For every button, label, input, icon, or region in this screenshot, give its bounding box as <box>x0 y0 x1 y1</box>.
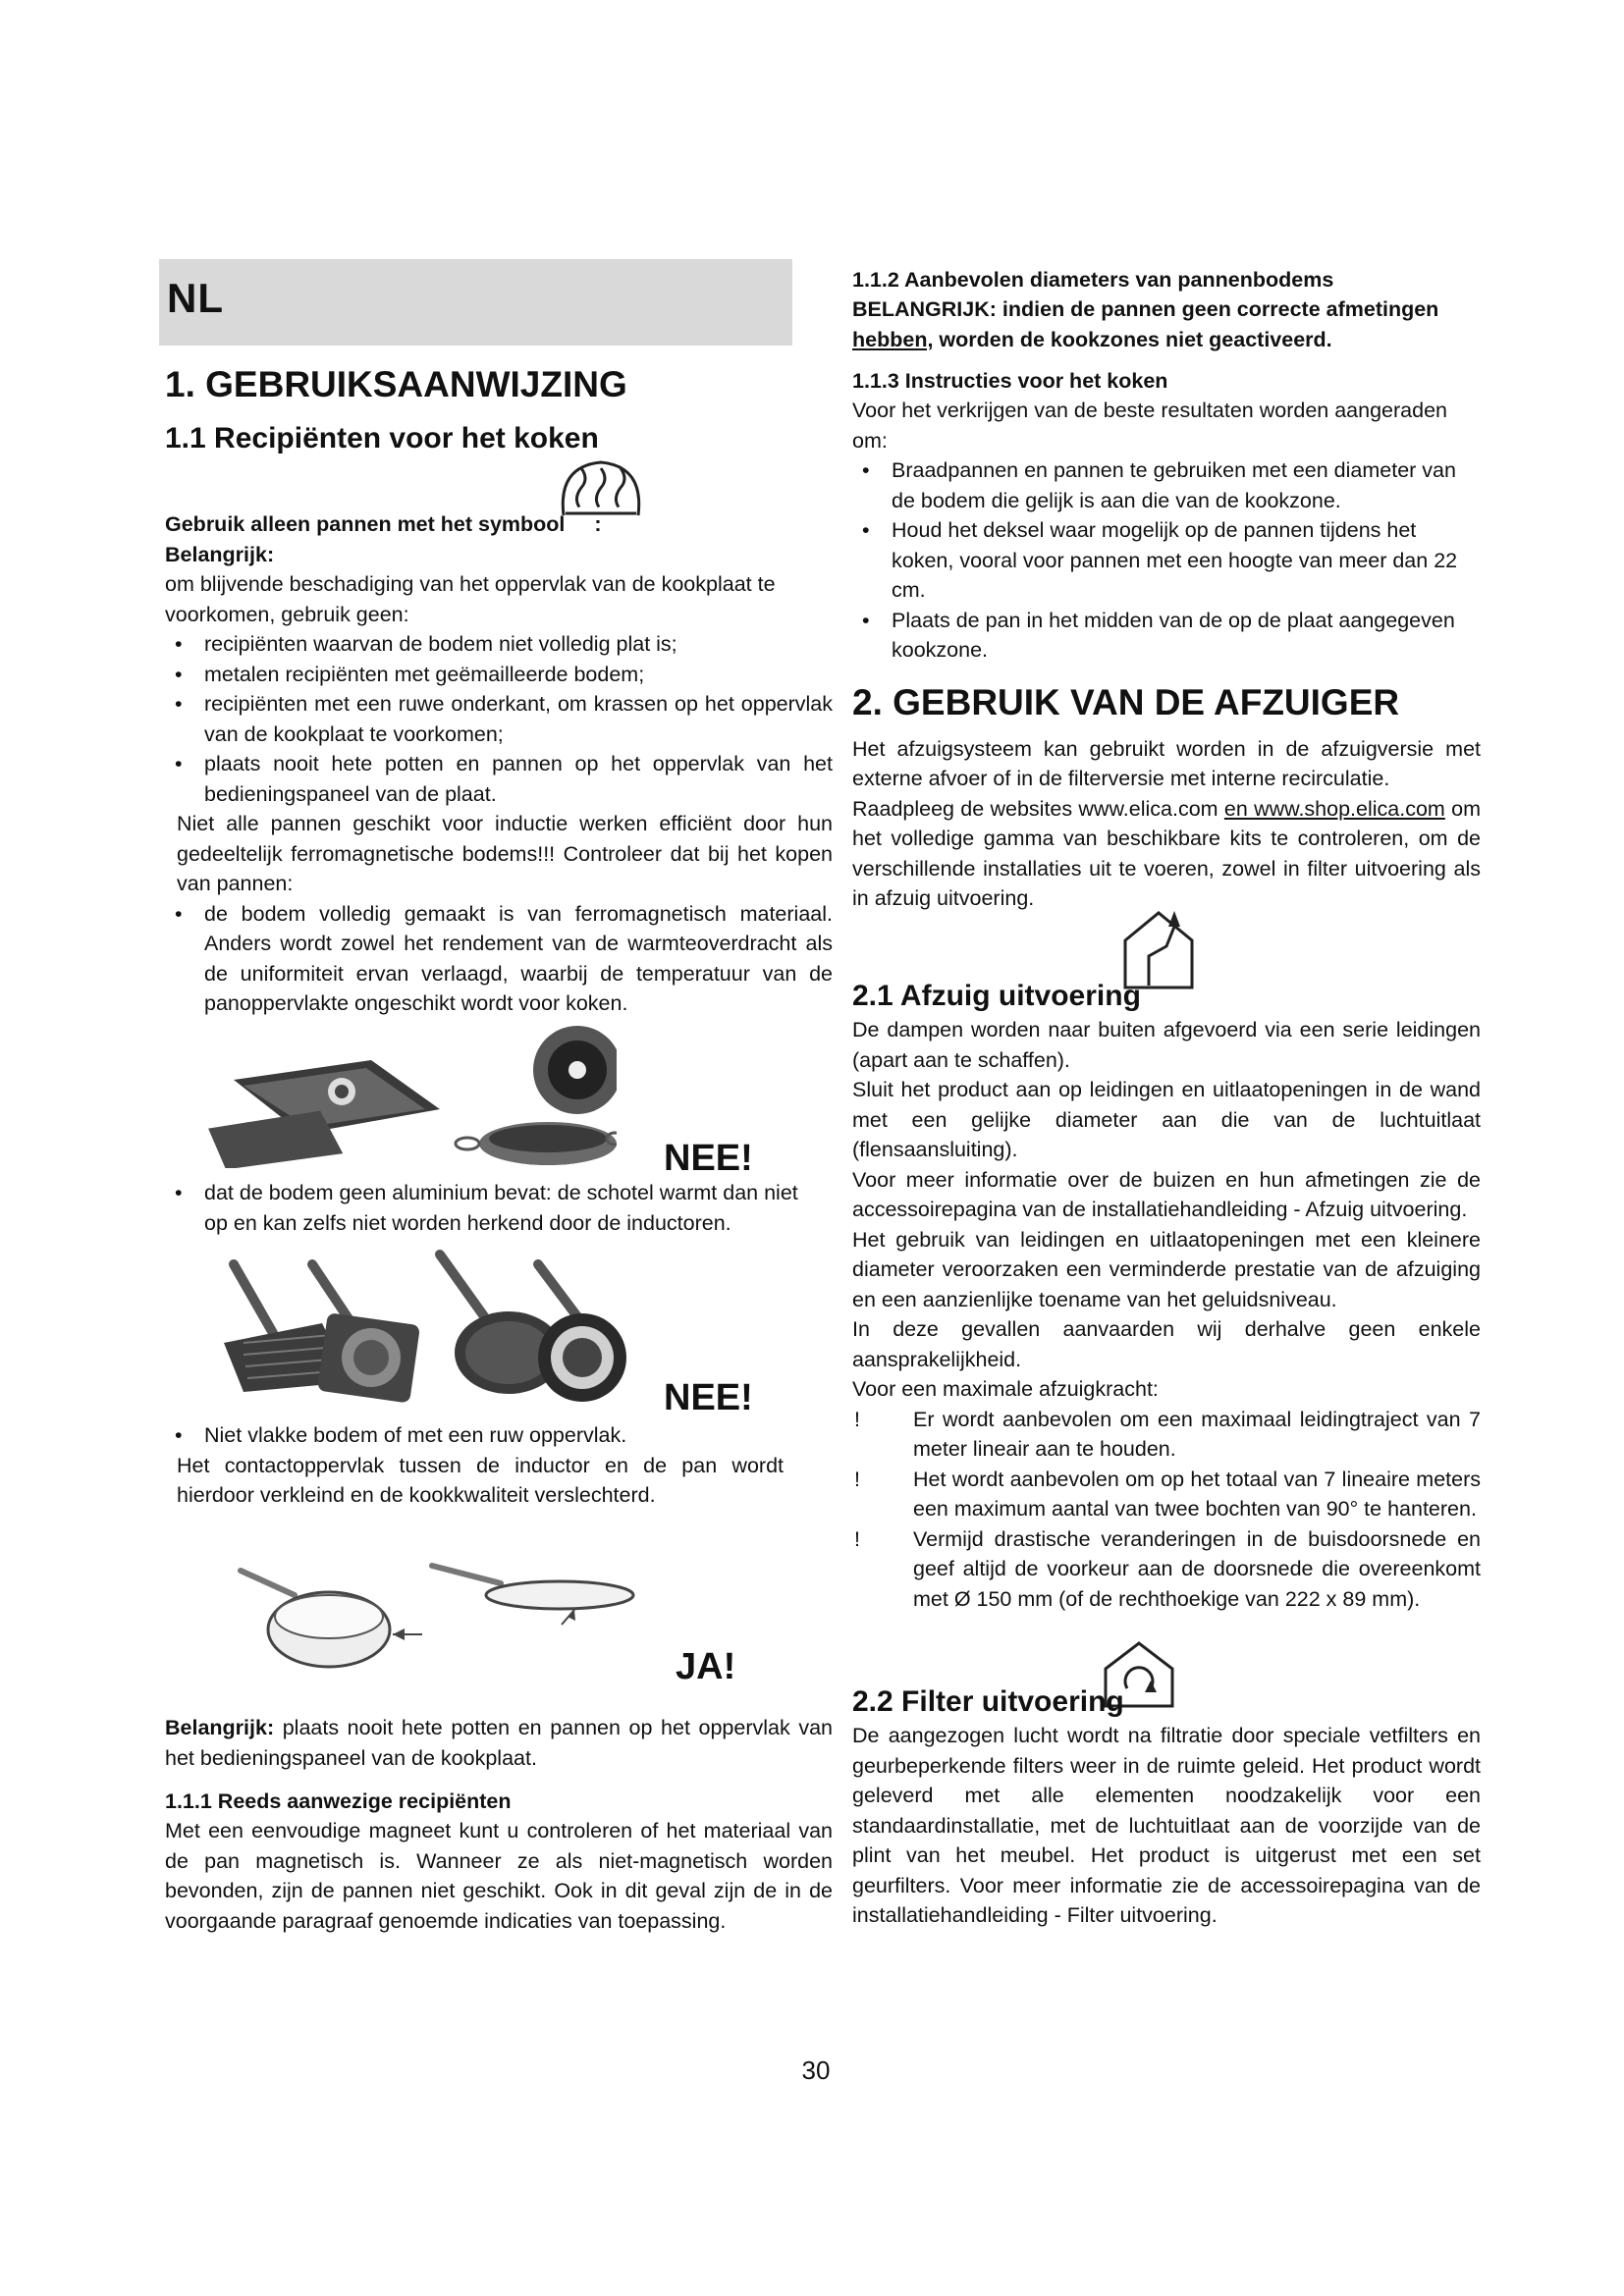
section-title-1-1: 1.1 Recipiënten voor het koken <box>165 422 599 454</box>
left-column <box>165 363 833 457</box>
list-item: • Niet vlakke bodem of met een ruw oppervlak. <box>175 1423 627 1447</box>
right-middle <box>852 978 1481 1614</box>
important-diameter-note: BELANGRIJK: indien de pannen geen correcte afmetingen hebben, worden de kookzones niet geactiveerd. <box>852 297 1439 351</box>
exhaust-paragraph: In deze gevallen aanvaarden wij derhalve geen enkele aansprakelijkheid. <box>852 1317 1481 1371</box>
cooking-instructions-intro: Voor het verkrijgen van de beste resultaten worden aangeraden om: <box>852 399 1447 453</box>
intro-text: om blijvende beschadiging van het oppervlak van de kookplaat te voorkomen, gebruik geen: <box>165 572 776 626</box>
important-panel-note: Belangrijk: plaats nooit hete potten en pannen op het oppervlak van het bedieningspaneel van de kookplaat. <box>165 1716 833 1770</box>
filter-paragraph: De aangezogen lucht wordt na filtratie door speciale vetfilters en geurbeperkende filters weer in de ruimte geleid. Het product wordt geleverd met alle elementen noodzakelijk voor een standaardinstallatie, met de luchtuitlaat aan de voorzijde van de plint van het meubel. Het product is uitgerust met een set geurfilters. Voor meer informatie zie de accessoirepagina van de installatiehandleiding - Filter uitvoering. <box>852 1724 1481 1927</box>
existing-pans-text: Met een eenvoudige magneet kunt u controleren of het materiaal van de pan magnetisch is. Wanneer ze als niet-magnetisch worden bevonden, zijn de pannen niet geschikt. Ook in dit geval zijn de in de voorgaande paragraaf genoemde indicaties van toepassing. <box>165 1819 833 1933</box>
unsuitable-pans-image-1 <box>204 1021 617 1168</box>
list-item: ! Er wordt aanbevolen om een maximaal leidingtraject van 7 meter lineair aan te houden. <box>854 1407 1481 1461</box>
page-number: 30 <box>801 2056 831 2085</box>
language-code: NL <box>167 275 224 321</box>
left-body <box>165 509 833 1019</box>
section-title-1-1-1: 1.1.1 Reeds aanwezige recipiënten <box>165 1789 512 1813</box>
exhaust-paragraph: De dampen worden naar buiten afgevoerd via een serie leidingen (apart aan te schaffen). <box>852 1018 1481 1072</box>
list-item: • plaats nooit hete potten en pannen op het oppervlak van het bedieningspaneel van de plaat. <box>175 752 833 806</box>
aluminium-bullet <box>165 1178 803 1238</box>
left-bottom <box>165 1713 833 1936</box>
ja-label: JA! <box>676 1646 736 1687</box>
websites-link[interactable]: en www.shop.elica.com <box>1223 796 1445 821</box>
unsuitable-pans-image-2 <box>214 1245 656 1407</box>
language-tab <box>159 259 792 346</box>
nee-label-2: NEE! <box>664 1377 753 1418</box>
exhaust-paragraph: Voor meer informatie over de buizen en hun afmetingen zie de accessoirepagina van de installatiehandleiding - Afzuig uitvoering. <box>852 1167 1481 1221</box>
right-top <box>852 265 1481 914</box>
symbol-sentence: Gebruik alleen pannen met het symbool <box>165 512 566 536</box>
right-bottom <box>852 1683 1481 1931</box>
important-label: Belangrijk: <box>165 542 275 566</box>
list-item: • recipiënten met een ruwe onderkant, om krassen op het oppervlak van de kookplaat te voorkomen; <box>175 692 833 746</box>
suitable-pans-image <box>236 1556 668 1674</box>
section-title-1-1-3: 1.1.3 Instructies voor het koken <box>852 369 1168 393</box>
section-title-2-2: 2.2 Filter uitvoering <box>852 1685 1124 1718</box>
list-item: • recipiënten waarvan de bodem niet volledig plat is; <box>175 632 677 656</box>
hood-websites-text: Raadpleeg de websites www.elica.com en www.shop.elica.com om het volledige gamma van beschikbare kits te controleren, om de verschillende installaties uit te voeren, zowel in filter uitvoering als in afzuig uitvoering. <box>852 796 1481 910</box>
exhaust-paragraph: Sluit het product aan op leidingen en uitlaatopeningen in de wand met een gelijke diameter aan die van de luchtuitlaat (flensaansluiting). <box>852 1078 1481 1161</box>
list-item: ! Vermijd drastische veranderingen in de buisdoorsnede en geef altijd de voorkeur aan de doorsnede die overeenkomt met Ø 150 mm (of de rechthoekige van 222 x 89 mm). <box>854 1526 1481 1611</box>
section-title-1: 1. GEBRUIKSAANWIJZING <box>165 364 627 404</box>
contact-surface-text: Het contactoppervlak tussen de inductor en de pan wordt hierdoor verkleind en de kookkwaliteit verslechterd. <box>177 1453 784 1507</box>
bullet-list-1 <box>165 629 833 809</box>
list-item: • de bodem volledig gemaakt is van ferromagnetisch materiaal. Anders wordt zowel het rendement van de warmteoverdracht als de uniformiteit ervan verlaagd, waarbij de temperatuur van de panoppervlakte ongeschikt wordt voor koken. <box>175 901 833 1015</box>
flat-bottom-bullet <box>165 1420 784 1511</box>
nee-label-1: NEE! <box>664 1138 753 1179</box>
exhaust-paragraph: Voor een maximale afzuigkracht: <box>852 1377 1159 1401</box>
hood-intro-text: Het afzuigsysteem kan gebruikt worden in de afzuigversie met externe afvoer of in de filterversie met interne recirculatie. <box>852 736 1481 790</box>
list-item: • Plaats de pan in het midden van de op de plaat aangegeven kookzone. <box>862 608 1455 662</box>
list-item: • Houd het deksel waar mogelijk op de pannen tijdens het koken, vooral voor pannen met een hoogte van meer dan 22 cm. <box>862 518 1458 602</box>
not-all-text: Niet alle pannen geschikt voor inductie werken efficiënt door hun gedeeltelijk ferromagnetische bodems!!! Controleer dat bij het kopen van pannen: <box>177 812 833 895</box>
symbol-colon: : <box>594 512 602 536</box>
list-item: ! Het wordt aanbevolen om op het totaal van 7 lineaire meters een maximum aantal van twee bochten van 90° te hanteren. <box>854 1467 1481 1521</box>
section-title-2: 2. GEBRUIK VAN DE AFZUIGER <box>852 681 1400 722</box>
section-title-1-1-2: 1.1.2 Aanbevolen diameters van pannenbodems <box>852 268 1334 292</box>
section-title-2-1: 2.1 Afzuig uitvoering <box>852 980 1141 1012</box>
list-item: • Braadpannen en pannen te gebruiken met een diameter van de bodem die gelijk is aan die van de kookzone. <box>862 458 1456 512</box>
exhaust-paragraph: Het gebruik van leidingen en uitlaatopeningen met een kleinere diameter veroorzaken een verminderde prestatie van de afzuiging en een aanzienlijke toename van het geluidsniveau. <box>852 1227 1481 1311</box>
list-item: • metalen recipiënten met geëmailleerde bodem; <box>175 662 645 686</box>
list-item: • dat de bodem geen aluminium bevat: de schotel warmt dan niet op en kan zelfs niet worden herkend door de inductoren. <box>175 1181 798 1235</box>
